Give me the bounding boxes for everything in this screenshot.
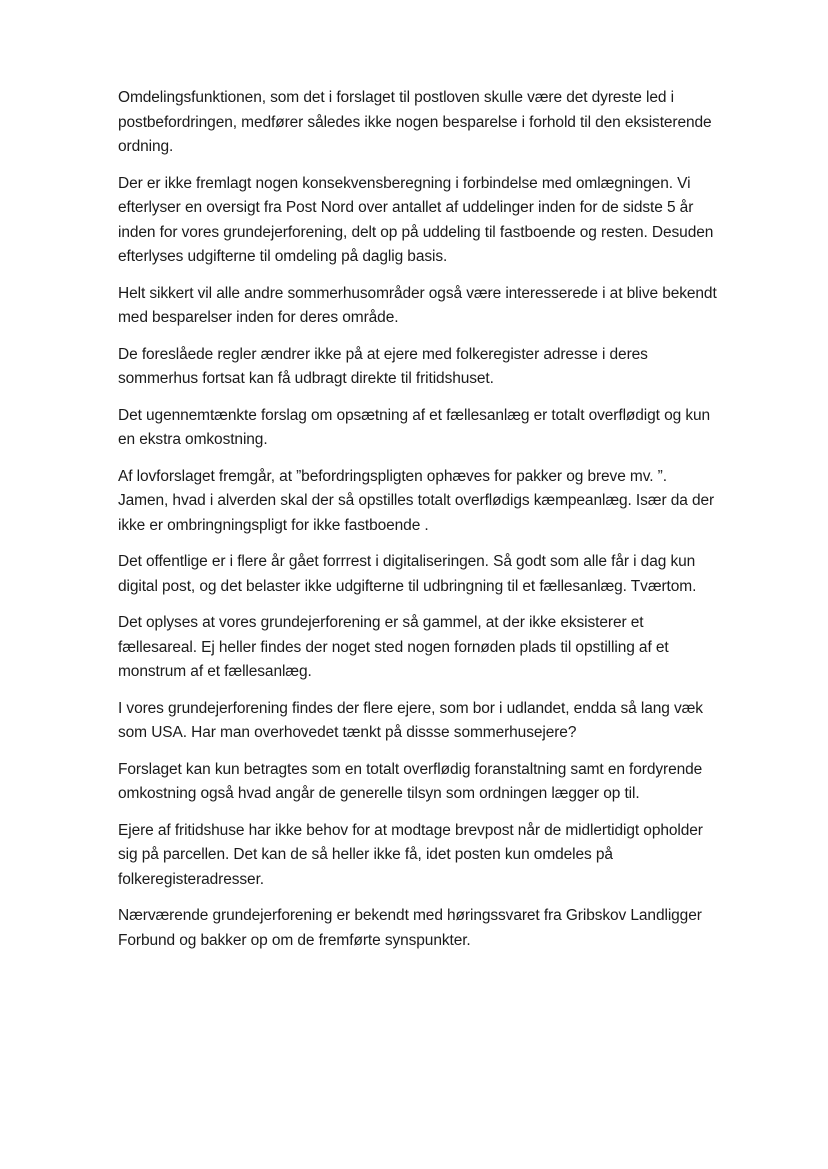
paragraph-hoeringssvar: Nærværende grundejerforening er bekendt med høringssvaret fra Gribskov Landligger Forbund og bakker op om de fremførte synspunkter. (118, 907, 702, 949)
paragraph-faellesanlaeg: Det ugennemtænkte forslag om opsætning af et fællesanlæg er totalt overflødigt og kun en ekstra omkostning. (118, 406, 711, 448)
document-body (118, 86, 718, 965)
paragraph-konsekvensberegning: Der er ikke fremlagt nogen konsekvensberegning i forbindelse med omlægningen. Vi efterlyser en oversigt fra Post Nord over antallet af uddelinger inden for de sidste 5 år inden for vores grundejerforening, delt op på uddeling til fastboende og resten. Desuden efterlyses udgifterne til omdeling på daglig basis. (118, 174, 714, 265)
paragraph-udlandet: I vores grundejerforening findes der flere ejere, som bor i udlandet, endda så lang væk som USA. Har man overhovedet tænkt på dissse sommerhusejere? (118, 699, 703, 741)
paragraph-sommerhusomraader: Helt sikkert vil alle andre sommerhusområder også være interesserede i at blive bekendt med besparelser inden for deres område. (118, 284, 717, 326)
paragraph-overfloedig: Forslaget kan kun betragtes som en totalt overflødig foranstaltning samt en fordyrende omkostning også hvad angår de generelle tilsyn som ordningen lægger op til. (118, 760, 703, 802)
paragraph-digitalisering: Det offentlige er i flere år gået forrrest i digitaliseringen. Så godt som alle får i dag kun digital post, og det belaster ikke udgifterne til udbringning til et fællesanlæg. Tværtom. (118, 553, 697, 595)
paragraph-fritidshuse: Ejere af fritidshuse har ikke behov for at modtage brevpost når de midlertidigt opholder sig på parcellen. Det kan de så heller ikke få, idet posten kun omdeles på folkeregisteradresser. (118, 821, 703, 888)
paragraph-befordringspligt: Af lovforslaget fremgår, at ”befordringspligten ophæves for pakker og breve mv. ”. Jamen, hvad i alverden skal der så opstilles totalt overflødigs kæmpeanlæg. Især da der ikke er ombringningspligt for ikke fastboende . (118, 467, 715, 534)
paragraph-faellesareal: Det oplyses at vores grundejerforening er så gammel, at der ikke eksisterer et fællesareal. Ej heller findes der noget sted nogen fornøden plads til opstilling af et monstrum af et fællesanlæg. (118, 614, 669, 680)
paragraph-omdelingsfunktion: Omdelingsfunktionen, som det i forslaget til postloven skulle være det dyreste led i postbefordringen, medfører således ikke nogen besparelse i forhold til den eksisterende ordning. (118, 89, 712, 155)
paragraph-folkeregister: De foreslåede regler ændrer ikke på at ejere med folkeregister adresse i deres sommerhus fortsat kan få udbragt direkte til fritidshuset. (118, 345, 648, 387)
